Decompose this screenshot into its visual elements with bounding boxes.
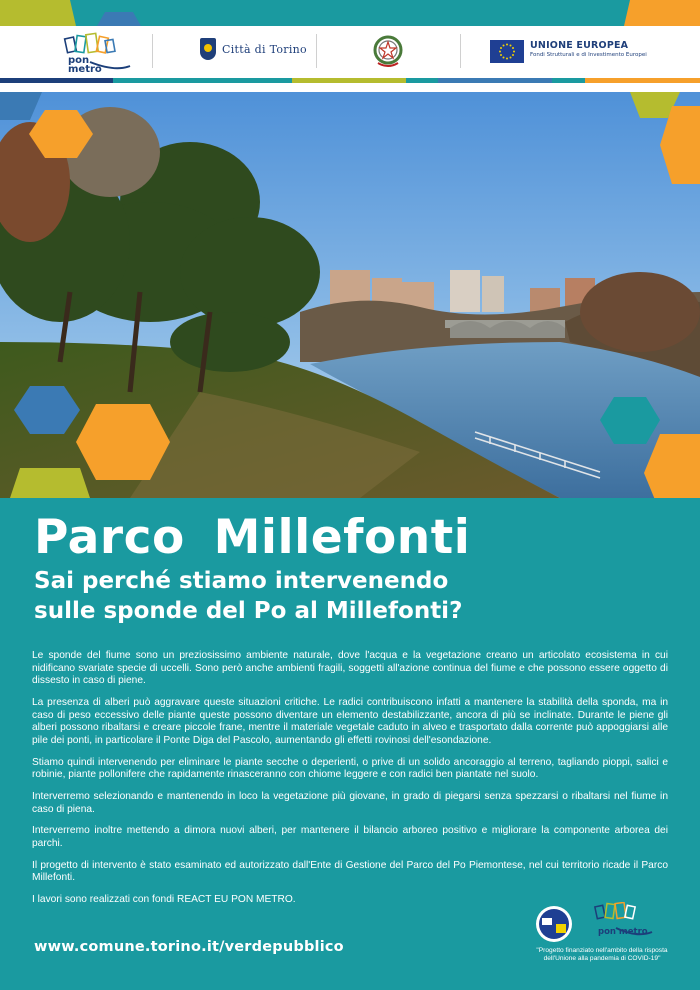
header-spacer: [0, 83, 700, 92]
park-river-photo: [0, 92, 700, 498]
logo-divider: [460, 34, 461, 68]
citta-di-torino-logo: [200, 38, 307, 60]
eu-flag-icon: [490, 40, 524, 63]
top-decorative-strip: [0, 0, 700, 26]
pon-metro-wordmark: pon metro: [598, 927, 648, 937]
paragraph: I lavori sono realizzati con fondi REACT EU PON METRO.: [32, 894, 296, 906]
italian-republic-emblem-icon: [372, 33, 404, 69]
torino-crest-icon: [200, 38, 216, 60]
eu-title: UNIONE EUROPEA: [530, 40, 629, 51]
logo-divider: [152, 34, 153, 68]
hexagon-decoration: [0, 0, 76, 26]
pon-metro-wordmark: pon metro: [68, 55, 102, 75]
funding-note-line: "Progetto finanziato nell'ambito della risposta: [536, 947, 668, 954]
page-subtitle: [34, 566, 674, 626]
react-eu-logo: [536, 906, 572, 942]
hexagon-decoration: [624, 0, 700, 26]
funding-note-line: dell'Unione alla pandemia di COVID-19": [543, 955, 661, 963]
paragraph: Le sponde del fiume sono un preziosissimo ambiente naturale, dove l'acqua e la vegetazione creano un articolato ecosistema in cui nidificano svariate specie di uccelli. Sono però anche ambienti fragili, soggetti all'azione continua del fiume e che possono essere oggetto di dissesto in caso di piene.: [32, 650, 668, 687]
unione-europea-logo: [490, 40, 647, 63]
page-title: Parco Millefonti: [34, 510, 471, 565]
subtitle-line: Sai perché stiamo intervenendo: [34, 568, 449, 594]
eu-subtitle: Fondi Strutturali e di Investimento Europei: [530, 52, 647, 58]
paragraph: Interverremo inoltre mettendo a dimora nuovi alberi, per mantenere il bilancio arboreo positivo e migliorare la componente arborea dei parchi.: [32, 825, 668, 849]
paragraph: Il progetto di intervento è stato esaminato ed autorizzato dall'Ente di Gestione del Parco del Po Piemontese, nel cui territorio ricade il Parco Millefonti.: [32, 859, 668, 884]
hexagon-decoration: [97, 0, 141, 26]
subtitle-line: sulle sponde del Po al Millefonti?: [34, 598, 463, 624]
body-text: [32, 650, 668, 916]
logo-divider: [316, 34, 317, 68]
website-link[interactable]: www.comune.torino.it/verdepubblico: [34, 939, 344, 955]
paragraph: Stiamo quindi intervenendo per eliminare le piante secche o deperienti, o prive di un solido ancoraggio al terreno, tagliando pioppi, salici e robinie, piante pollonifere che rapidamente rinasceranno con chiome leggere e con radici ben piantate nel suolo.: [32, 756, 668, 781]
paragraph: La presenza di alberi può aggravare queste situazioni critiche. Le radici contribuiscono infatti a mantenere la stabilità della sponda, ma in caso di peso eccessivo delle piante queste possono diventare un elemento destabilizzante, ancora di più se inclinate. Durante le piene gli alberi possono ribaltarsi e creare piccole frane, mentre il materiale vegetale caduto in alveo e trasportato dalla corrente può appoggiarsi alle pile dei ponti, in particolare il Ponte Diga del Pascolo, aumentando gli effetti rovinosi dell'esondazione.: [32, 696, 668, 746]
citta-di-torino-text: Città di Torino: [222, 42, 307, 56]
paragraph: Interverremo selezionando e mantenendo in loco la vegetazione più giovane, in grado di piegarsi senza spezzarsi o ribaltarsi nel fiume in caso di piena.: [32, 790, 668, 815]
funding-note: [507, 947, 697, 964]
